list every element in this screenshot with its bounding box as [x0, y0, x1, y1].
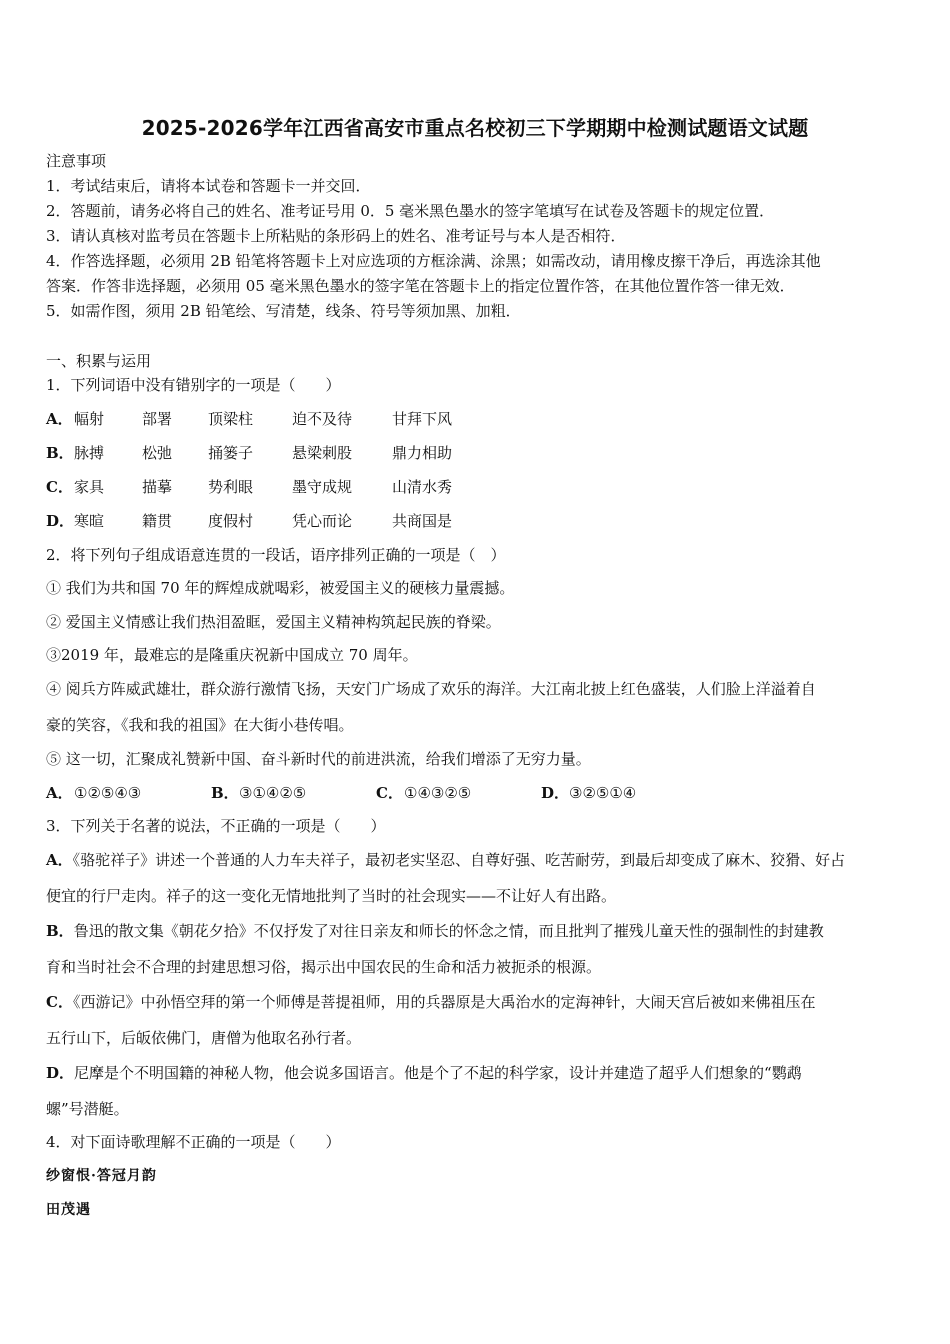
q1-stem: 1．下列词语中没有错别字的一项是（ ）	[46, 376, 341, 394]
option-letter: D．	[46, 512, 75, 530]
option-text: ①②⑤④③	[74, 784, 142, 802]
notice-line-1: 1．考试结束后，请将本试卷和答题卡一并交回．	[46, 177, 371, 195]
option-word: 捅篓子	[208, 444, 254, 462]
option-word: 松弛	[142, 444, 173, 462]
q2-sentence-4: ④ 阅兵方阵威武雄壮，群众游行激情飞扬，天安门广场成了欢乐的海洋。大江南北披上红色盛装，人们脸上洋溢着自	[46, 680, 816, 698]
option-text: 尼摩是个不明国籍的神秘人物，他会说多国语言。他是个了不起的科学家，设计并建造了超乎人们想象的“鹦鹉	[74, 1064, 802, 1082]
option-word: 势利眼	[208, 478, 254, 496]
option-word: 描摹	[142, 478, 173, 496]
option-letter: A．	[46, 784, 73, 802]
option-word: 甘拜下风	[392, 410, 453, 428]
option-word: 度假村	[208, 512, 254, 530]
q2-sentence-2: ② 爱国主义情感让我们热泪盈眶，爱国主义精神构筑起民族的脊梁。	[46, 613, 501, 631]
option-text: 鲁迅的散文集《朝花夕拾》不仅抒发了对往日亲友和师长的怀念之情，而且批判了摧残儿童天性的强制性的封建教	[73, 922, 824, 940]
q3-option-d-cont: 螺”号潜艇。	[46, 1100, 129, 1118]
option-word: 幅射	[74, 410, 105, 428]
q3-option-a-cont: 便宜的行尸走肉。祥子的这一变化无情地批判了当时的社会现实——不让好人有出路。	[46, 887, 617, 905]
option-word: 凭心而论	[292, 512, 353, 530]
q3-option-a	[46, 850, 845, 870]
q2-sentence-3: ③2019 年，最难忘的是隆重庆祝新中国成立 70 周年。	[46, 646, 418, 664]
option-letter: C．	[46, 478, 73, 496]
option-word: 家具	[74, 478, 105, 496]
option-word: 山清水秀	[392, 478, 453, 496]
notice-heading: 注意事项	[46, 152, 107, 170]
option-word: 悬梁刺股	[292, 444, 353, 462]
option-text: 《西游记》中孙悟空拜的第一个师傅是菩提祖师，用的兵器原是大禹治水的定海神针，大闹天宫后被如来佛祖压在	[72, 993, 816, 1011]
poem-title: 纱窗恨·答冠月韵	[46, 1168, 157, 1184]
option-word: 鼎力相助	[392, 444, 453, 462]
option-letter: A．	[46, 410, 73, 428]
notice-line-3: 3．请认真核对监考员在答题卡上所粘贴的条形码上的姓名、准考证号与本人是否相符．	[46, 227, 626, 245]
option-word: 墨守成规	[292, 478, 353, 496]
option-letter: D．	[541, 784, 570, 802]
q2-sentence-1: ① 我们为共和国 70 年的辉煌成就喝彩，被爱国主义的硬核力量震撼。	[46, 579, 515, 597]
option-word: 部署	[142, 410, 173, 428]
q3-option-b-cont: 育和当时社会不合理的封建思想习俗，揭示出中国农民的生命和活力被扼杀的根源。	[46, 958, 602, 976]
notice-line-5: 答案．作答非选择题，必须用 05 毫米黑色墨水的签字笔在答题卡上的指定位置作答，在其他位置作答一律无效．	[46, 277, 795, 295]
option-letter: B．	[46, 444, 74, 462]
q3-stem: 3．下列关于名著的说法，不正确的一项是（ ）	[46, 817, 386, 835]
option-text: ③①④②⑤	[239, 784, 307, 802]
option-letter: B．	[46, 922, 74, 940]
option-word: 脉搏	[74, 444, 105, 462]
option-letter: D．	[46, 1064, 75, 1082]
q4-stem: 4．对下面诗歌理解不正确的一项是（ ）	[46, 1133, 341, 1151]
option-word: 共商国是	[392, 512, 453, 530]
option-word: 寒暄	[74, 512, 105, 530]
section-heading: 一、积累与运用	[46, 352, 152, 370]
option-text: ③②⑤①④	[569, 784, 637, 802]
option-word: 顶梁柱	[208, 410, 254, 428]
option-letter: B．	[211, 784, 239, 802]
notice-line-6: 5．如需作图，须用 2B 铅笔绘、写清楚，线条、符号等须加黑、加粗．	[46, 302, 521, 320]
option-text: ①④③②⑤	[404, 784, 472, 802]
notice-line-2: 2．答题前，请务必将自己的姓名、准考证号用 0．5 毫米黑色墨水的签字笔填写在试卷及答题卡的规定位置．	[46, 202, 775, 220]
option-letter: C．	[376, 784, 403, 802]
q3-option-c-cont: 五行山下，后皈依佛门，唐僧为他取名孙行者。	[46, 1029, 362, 1047]
option-text: 《骆驼祥子》讲述一个普通的人力车夫祥子，最初老实坚忍、自尊好强、吃苦耐劳，到最后却变成了麻木、狡猾、好占	[72, 851, 846, 869]
q3-option-b	[46, 921, 824, 941]
page-title: 2025-2026学年江西省高安市重点名校初三下学期期中检测试题语文试题	[141, 116, 809, 140]
q3-option-c	[46, 992, 815, 1012]
option-letter: A．	[46, 851, 73, 869]
q2-sentence-5: ⑤ 这一切，汇聚成礼赞新中国、奋斗新时代的前进洪流，给我们增添了无穷力量。	[46, 750, 591, 768]
option-letter: C．	[46, 993, 73, 1011]
option-word: 迫不及待	[292, 410, 353, 428]
q2-stem: 2．将下列句子组成语意连贯的一段话，语序排列正确的一项是（ ）	[46, 546, 506, 564]
q2-sentence-4-cont: 豪的笑容，《我和我的祖国》在大街小巷传唱。	[46, 716, 354, 734]
notice-line-4: 4．作答选择题，必须用 2B 铅笔将答题卡上对应选项的方框涂满、涂黑；如需改动，请用橡皮擦干净后，再选涂其他	[46, 252, 821, 270]
option-word: 籍贯	[142, 512, 173, 530]
poem-author: 田茂遇	[46, 1202, 91, 1218]
q3-option-d	[46, 1063, 802, 1083]
